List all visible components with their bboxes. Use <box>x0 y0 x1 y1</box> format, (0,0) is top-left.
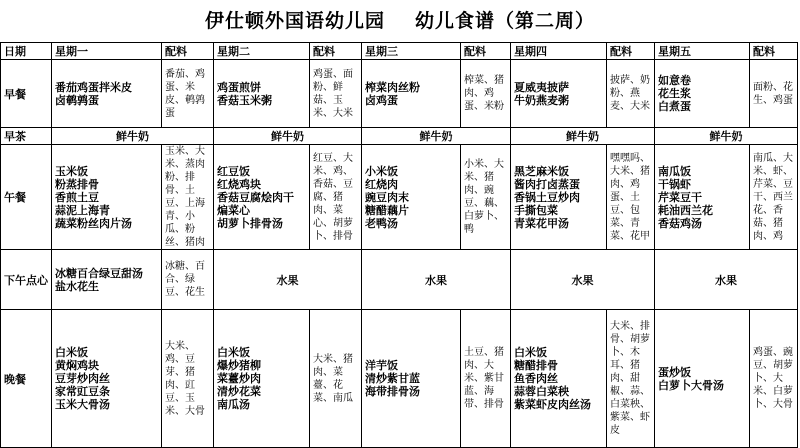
dish-cell <box>52 60 162 128</box>
weekly-menu-table <box>0 42 798 448</box>
ingredients-cell: 大米、排骨、胡萝卜、木耳、猪肉、甜椒、蒜、白菜秧、紫菜、虾皮 <box>607 310 655 448</box>
dish-item: 白米饭 <box>217 346 250 359</box>
morning-tea-row <box>1 128 798 145</box>
dish-item: 红豆饭 <box>217 164 250 178</box>
afternoon-snack-row <box>1 250 798 310</box>
dish-item: 耗油西兰花 <box>658 203 713 217</box>
dish-item: 香菇豆腐烩肉干 <box>217 190 294 204</box>
dish-item: 白米饭 <box>514 346 547 359</box>
dish-item: 玉米大骨汤 <box>55 398 110 411</box>
dish-item: 清炒花菜 <box>217 385 261 398</box>
dish-item: 芹菜豆干 <box>658 190 702 204</box>
dish-item: 牛奶燕麦粥 <box>514 93 569 107</box>
morning-tea-tue: 鲜牛奶 <box>214 128 362 145</box>
ingredients-cell: 冰糖、百合、绿豆、花生 <box>162 250 214 310</box>
dish-cell <box>214 310 310 448</box>
morning-tea-wed: 鲜牛奶 <box>362 128 511 145</box>
ingredients-cell: 披萨、奶粉、燕麦、大米 <box>607 60 655 128</box>
dish-item: 爆炒猪柳 <box>217 359 261 372</box>
day-header-thu: 星期四 <box>511 43 607 60</box>
dish-item: 白萝卜大骨汤 <box>658 378 724 392</box>
meal-label: 早餐 <box>1 60 52 128</box>
fruit-fri: 水果 <box>655 250 798 310</box>
dish-item: 盐水花生 <box>55 279 99 293</box>
dish-item: 干锅虾 <box>658 177 691 191</box>
ingredients-header: 配料 <box>162 43 214 60</box>
day-header-fri: 星期五 <box>655 43 750 60</box>
dish-item: 冰糖百合绿豆甜汤 <box>55 266 143 280</box>
dish-cell <box>214 145 310 250</box>
dish-item: 香菇鸡汤 <box>658 216 702 230</box>
fruit-tue: 水果 <box>214 250 362 310</box>
dish-item: 豌豆肉末 <box>365 190 409 204</box>
dish-item: 白米饭 <box>55 346 88 359</box>
header-row <box>1 43 798 60</box>
dish-cell <box>511 60 607 128</box>
day-header-tue: 星期二 <box>214 43 310 60</box>
ingredients-cell: 嘿嘿吗、大米、猪肉、鸡蛋、土豆、包菜、青菜、花甲 <box>607 145 655 250</box>
dish-item: 香菇玉米粥 <box>217 93 272 107</box>
ingredients-cell: 面粉、花生、鸡蛋 <box>750 60 798 128</box>
dish-item: 菜薹炒肉 <box>217 372 261 385</box>
dish-item: 糖醋排骨 <box>514 359 558 372</box>
ingredients-cell: 玉米、大米、蒸肉粉、排骨、土豆、上海青、小瓜、粉丝、猪肉 <box>162 145 214 250</box>
dish-cell <box>655 145 750 250</box>
ingredients-header: 配料 <box>607 43 655 60</box>
dish-cell <box>655 60 750 128</box>
date-header: 日期 <box>1 43 52 60</box>
dish-item: 小米饭 <box>365 164 398 178</box>
dish-cell <box>52 250 162 310</box>
ingredients-cell: 土豆、猪肉、大米、紫甘蓝、海带、排骨 <box>461 310 511 448</box>
meal-label: 下午点心 <box>1 250 52 310</box>
dish-item: 煸菜心 <box>217 203 250 217</box>
dish-item: 如意卷 <box>658 74 691 87</box>
dish-cell <box>655 310 750 448</box>
ingredients-header: 配料 <box>310 43 362 60</box>
dish-item: 手撕包菜 <box>514 203 558 217</box>
dish-item: 蛋炒饭 <box>658 365 691 379</box>
dish-item: 豆芽炒肉丝 <box>55 372 110 385</box>
dish-item: 清炒紫甘蓝 <box>365 372 420 385</box>
dish-item: 鸡蛋煎饼 <box>217 80 261 94</box>
ingredients-cell: 鸡蛋、豌豆、胡萝卜、大米、白萝卜、大骨 <box>750 310 798 448</box>
morning-tea-mon: 鲜牛奶 <box>52 128 214 145</box>
dish-item: 黄焖鸡块 <box>55 359 99 372</box>
meal-label: 午餐 <box>1 145 52 250</box>
dish-item: 夏威夷披萨 <box>514 80 569 94</box>
dish-item: 番茄鸡蛋拌米皮 <box>55 80 132 94</box>
ingredients-cell: 红豆、大米、鸡、香菇、豆腐、猪肉、菜心、胡萝卜、排骨 <box>310 145 362 250</box>
dish-item: 红烧鸡块 <box>217 177 261 191</box>
dish-cell <box>52 145 162 250</box>
meal-label: 晚餐 <box>1 310 52 448</box>
dish-item: 海带排骨汤 <box>365 385 420 398</box>
dish-cell <box>511 310 607 448</box>
ingredients-cell: 榨菜、猪肉、鸡蛋、米粉 <box>461 60 511 128</box>
dish-item: 白煮蛋 <box>658 100 691 113</box>
dish-item: 家常豇豆条 <box>55 385 110 398</box>
ingredients-cell: 大米、鸡、豆芽、猪肉、豇豆、玉米、大骨 <box>162 310 214 448</box>
breakfast-row <box>1 60 798 128</box>
dish-item: 黑芝麻米饭 <box>514 164 569 178</box>
ingredients-cell: 番茄、鸡蛋、米皮、鹌鹑蛋 <box>162 60 214 128</box>
dish-item: 南瓜饭 <box>658 164 691 178</box>
ingredients-cell: 小米、大米、猪肉、豌豆、藕、白萝卜、鸭 <box>461 145 511 250</box>
morning-tea-fri: 鲜牛奶 <box>655 128 798 145</box>
dish-item: 蔬菜粉丝肉片汤 <box>55 216 132 230</box>
dish-cell <box>52 310 162 448</box>
dish-cell <box>362 60 461 128</box>
day-header-wed: 星期三 <box>362 43 461 60</box>
dish-item: 胡萝卜排骨汤 <box>217 216 283 230</box>
dish-item: 青菜花甲汤 <box>514 216 569 230</box>
dish-cell <box>362 310 461 448</box>
dish-item: 酱肉打卤蒸蛋 <box>514 177 580 191</box>
dish-item: 红烧肉 <box>365 177 398 191</box>
meal-label: 早茶 <box>1 128 52 145</box>
day-header-mon: 星期一 <box>52 43 162 60</box>
dish-cell <box>214 60 310 128</box>
page-title <box>0 0 800 42</box>
dish-item: 榨菜肉丝粉 <box>365 80 420 94</box>
ingredients-header: 配料 <box>461 43 511 60</box>
dish-item: 花生浆 <box>658 87 691 100</box>
menu-name: 幼儿食谱（第二周） <box>415 10 596 32</box>
school-name: 伊仕顿外国语幼儿园 <box>204 10 385 32</box>
dish-item: 玉米饭 <box>55 164 88 178</box>
ingredients-header: 配料 <box>750 43 798 60</box>
dish-item: 卤鹌鹑蛋 <box>55 93 99 107</box>
dish-item: 洋芋饭 <box>365 359 398 372</box>
dish-item: 卤鸡蛋 <box>365 93 398 107</box>
ingredients-cell: 大米、猪肉、菜薹、花菜、南瓜 <box>310 310 362 448</box>
dish-item: 老鸭汤 <box>365 216 398 230</box>
morning-tea-thu: 鲜牛奶 <box>511 128 655 145</box>
dish-cell <box>362 145 461 250</box>
dish-item: 紫菜虾皮肉丝汤 <box>514 398 591 411</box>
dish-item: 糖醋藕片 <box>365 203 409 217</box>
ingredients-cell: 鸡蛋、面粉、鲜菇、玉米、大米 <box>310 60 362 128</box>
fruit-wed: 水果 <box>362 250 511 310</box>
dish-item: 粉蒸排骨 <box>55 177 99 191</box>
dish-item: 香锅土豆炒肉 <box>514 190 580 204</box>
fruit-thu: 水果 <box>511 250 655 310</box>
dinner-row <box>1 310 798 448</box>
dish-cell <box>511 145 607 250</box>
dish-item: 香煎土豆 <box>55 190 99 204</box>
dish-item: 南瓜汤 <box>217 398 250 411</box>
dish-item: 蒜蓉白菜秧 <box>514 385 569 398</box>
lunch-row <box>1 145 798 250</box>
ingredients-cell: 南瓜、大米、虾、芹菜、豆干、西兰花、香菇、猪肉、鸡 <box>750 145 798 250</box>
dish-item: 蒜泥上海青 <box>55 203 110 217</box>
dish-item: 鱼香肉丝 <box>514 372 558 385</box>
